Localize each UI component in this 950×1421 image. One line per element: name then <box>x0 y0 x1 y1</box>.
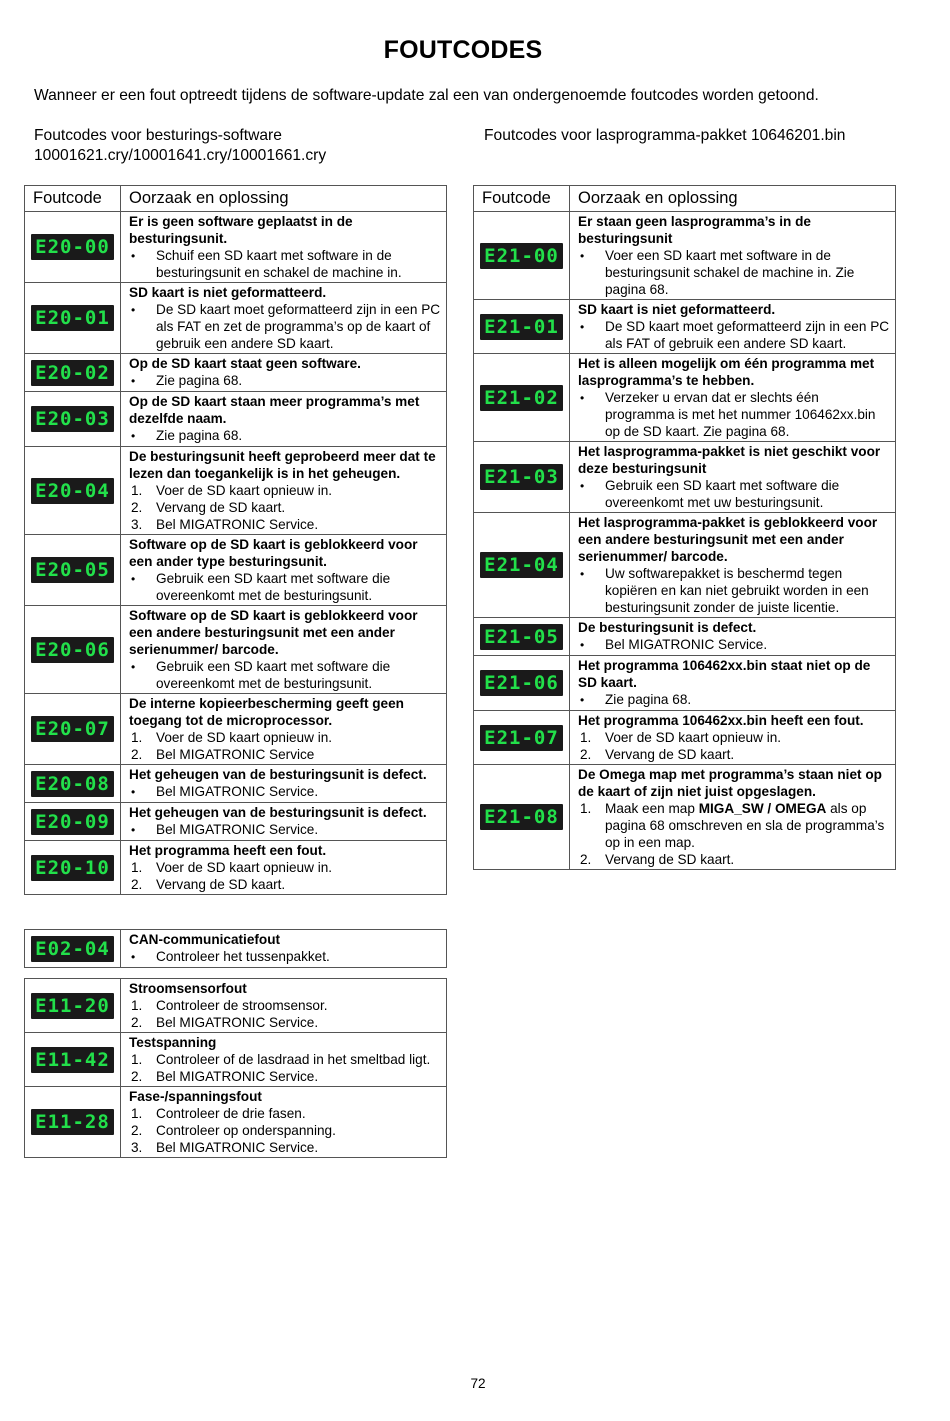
error-code-cell <box>25 979 121 1033</box>
error-code-display: E11-42 <box>31 1047 114 1073</box>
error-row <box>25 283 447 354</box>
solution-text-part: Bel MIGATRONIC Service <box>156 747 315 762</box>
solution-text-part: Controleer de stroomsensor. <box>156 998 328 1013</box>
step-number: 1. <box>131 730 143 745</box>
error-description-cell <box>121 1033 447 1087</box>
bullet-marker <box>129 821 156 839</box>
error-code-display: E21-01 <box>480 314 563 340</box>
solution-text-part: Bel MIGATRONIC Service. <box>605 637 768 652</box>
bullet-marker <box>578 477 605 511</box>
error-code-table-power <box>24 978 447 1158</box>
error-description-cell <box>570 711 896 765</box>
left-heading-line1: Foutcodes voor besturings-software <box>34 127 282 144</box>
error-row <box>25 354 447 392</box>
step-number: 2. <box>131 877 143 892</box>
error-code-display: E11-20 <box>31 993 114 1019</box>
error-row <box>25 212 447 283</box>
solution-step <box>578 389 891 440</box>
page-number: 72 <box>470 1376 486 1391</box>
solution-step <box>578 746 891 763</box>
solution-text <box>156 997 442 1014</box>
solution-text-part: Bel MIGATRONIC Service. <box>156 784 319 799</box>
error-cause: Software op de SD kaart is geblokkeerd voor een andere besturingsunit met een ander serienummer/ barcode. <box>129 608 418 657</box>
page-title: FOUTCODES <box>383 36 543 64</box>
solution-text-part: Voer de SD kaart opnieuw in. <box>156 860 333 875</box>
error-cause: Het programma 106462xx.bin heeft een fout. <box>578 713 864 728</box>
error-code-display: E21-02 <box>480 385 563 411</box>
error-cause: Het programma heeft een fout. <box>129 843 327 858</box>
error-description-cell <box>121 694 447 765</box>
error-row <box>25 1087 447 1158</box>
solution-text <box>156 821 442 839</box>
solution-text <box>156 1122 442 1139</box>
error-code-table-can <box>24 929 447 968</box>
solution-text <box>156 1051 442 1068</box>
error-code-cell <box>474 711 570 765</box>
bullet-marker <box>129 783 156 801</box>
error-cause: Het lasprogramma-pakket is niet geschikt voor deze besturingsunit <box>578 444 881 476</box>
solution-text <box>156 729 442 746</box>
solution-text-part: Voer de SD kaart opnieuw in. <box>156 730 333 745</box>
bullet-marker <box>129 372 156 390</box>
solution-step <box>129 1014 442 1031</box>
error-description-cell <box>121 535 447 606</box>
solution-text <box>605 318 891 352</box>
error-row <box>25 803 447 841</box>
solution-text-part: Voer de SD kaart opnieuw in. <box>605 730 782 745</box>
error-cause: De besturingsunit heeft geprobeerd meer dat te lezen dan toegankelijk is in het geheugen. <box>129 449 436 481</box>
solution-step <box>578 800 891 851</box>
solution-step <box>578 636 891 654</box>
error-description-cell <box>570 442 896 513</box>
solution-text <box>605 746 891 763</box>
error-description-cell <box>121 212 447 283</box>
solution-step <box>578 729 891 746</box>
solution-step <box>129 247 442 281</box>
solution-step <box>129 1051 442 1068</box>
solution-text-part: Gebruik een SD kaart met software die overeenkomt met de besturingsunit. <box>156 659 391 691</box>
solution-text <box>156 1139 442 1156</box>
right-heading: Foutcodes voor lasprogramma-pakket 10646201.bin <box>484 127 846 144</box>
bullet-marker <box>578 691 605 709</box>
step-number: 2. <box>131 1069 143 1084</box>
error-code-cell <box>25 694 121 765</box>
col-header-code: Foutcode <box>25 186 121 212</box>
error-row <box>474 618 896 656</box>
error-row <box>25 535 447 606</box>
solution-text <box>605 851 891 868</box>
error-row <box>474 711 896 765</box>
solution-step <box>129 821 442 839</box>
error-cause: SD kaart is niet geformatteerd. <box>578 302 776 317</box>
error-description-cell <box>121 1087 447 1158</box>
solution-step <box>578 247 891 298</box>
error-code-cell <box>474 442 570 513</box>
error-code-display: E21-07 <box>480 725 563 751</box>
solution-text-part: Vervang de SD kaart. <box>605 852 735 867</box>
step-number: 1. <box>131 483 143 498</box>
solution-text <box>605 477 891 511</box>
solution-text <box>156 1068 442 1085</box>
solution-text-part: Maak een map <box>605 801 699 816</box>
error-code-cell <box>25 803 121 841</box>
error-code-display: E20-10 <box>31 855 114 881</box>
error-row <box>474 513 896 618</box>
error-row <box>25 1033 447 1087</box>
error-cause: Het lasprogramma-pakket is geblokkeerd voor een andere besturingsunit met een ander serienummer/ barcode. <box>578 515 878 564</box>
solution-step <box>578 851 891 868</box>
error-cause: Het geheugen van de besturingsunit is defect. <box>129 805 427 820</box>
solution-text-part: Gebruik een SD kaart met software die overeenkomt met uw besturingsunit. <box>605 478 840 510</box>
step-number: 1. <box>580 730 592 745</box>
solution-text-part: Verzeker u ervan dat er slechts één programma is met het nummer 106462xx.bin op de SD kaart. Zie pagina 68. <box>605 390 876 439</box>
solution-text <box>156 570 442 604</box>
error-cause: Er staan geen lasprogramma’s in de besturingsunit <box>578 214 811 246</box>
error-cause: SD kaart is niet geformatteerd. <box>129 285 327 300</box>
bullet-marker <box>578 247 605 298</box>
solution-text-part: Controleer of de lasdraad in het smeltbad ligt. <box>156 1052 431 1067</box>
solution-step <box>129 516 442 533</box>
solution-text-part: Controleer het tussenpakket. <box>156 949 330 964</box>
error-description-cell <box>570 300 896 354</box>
error-code-display: E20-09 <box>31 809 114 835</box>
error-code-cell <box>474 656 570 711</box>
step-number: 2. <box>580 852 592 867</box>
solution-bold-part: MIGA_SW / OMEGA <box>698 801 827 816</box>
bullet-marker <box>578 389 605 440</box>
solution-text-part: Zie pagina 68. <box>605 692 692 707</box>
solution-text-part: Vervang de SD kaart. <box>605 747 735 762</box>
step-number: 1. <box>580 801 592 816</box>
error-code-display: E20-07 <box>31 716 114 742</box>
solution-text <box>156 516 442 533</box>
error-code-cell <box>474 618 570 656</box>
error-code-display: E11-28 <box>31 1109 114 1135</box>
solution-text <box>156 783 442 801</box>
solution-step <box>129 859 442 876</box>
solution-text <box>156 499 442 516</box>
error-cause: Testspanning <box>129 1035 217 1050</box>
left-heading-line2: 10001621.cry/10001641.cry/10001661.cry <box>34 147 327 164</box>
error-code-cell <box>25 283 121 354</box>
solution-text <box>605 800 891 851</box>
solution-step <box>129 1122 442 1139</box>
error-cause: Software op de SD kaart is geblokkeerd voor een ander type besturingsunit. <box>129 537 418 569</box>
error-code-cell <box>25 841 121 895</box>
solution-text <box>605 389 891 440</box>
solution-text-part: Voer een SD kaart met software in de besturingsunit schakel de machine in. Zie pagina 68. <box>605 248 855 297</box>
step-number: 2. <box>131 1123 143 1138</box>
error-description-cell <box>121 930 447 968</box>
solution-step <box>129 499 442 516</box>
error-cause: Fase-/spanningsfout <box>129 1089 262 1104</box>
col-header-desc: Oorzaak en oplossing <box>121 186 447 212</box>
solution-text <box>156 658 442 692</box>
error-cause: Stroomsensorfout <box>129 981 247 996</box>
bullet-marker <box>129 427 156 445</box>
error-code-cell <box>25 392 121 447</box>
solution-text <box>156 301 442 352</box>
error-row <box>474 656 896 711</box>
error-code-cell <box>25 447 121 535</box>
solution-text-part: De SD kaart moet geformatteerd zijn in een PC als FAT of gebruik een andere SD kaart. <box>605 319 890 351</box>
error-row <box>474 765 896 870</box>
error-code-cell <box>25 1087 121 1158</box>
solution-step <box>129 729 442 746</box>
solution-step <box>129 570 442 604</box>
solution-text <box>605 636 891 654</box>
error-code-display: E20-00 <box>31 234 114 260</box>
bullet-marker <box>578 565 605 616</box>
error-row <box>474 354 896 442</box>
solution-step <box>578 477 891 511</box>
error-code-table-programs <box>473 185 896 870</box>
error-description-cell <box>570 354 896 442</box>
error-description-cell <box>121 447 447 535</box>
solution-text-part: Uw softwarepakket is beschermd tegen kopiëren en kan niet gebruikt worden in een besturingsunit zonder de juiste licentie. <box>605 566 869 615</box>
error-description-cell <box>121 803 447 841</box>
solution-text-part: Schuif een SD kaart met software in de besturingsunit en schakel de machine in. <box>156 248 402 280</box>
solution-text <box>156 482 442 499</box>
error-description-cell <box>570 212 896 300</box>
bullet-marker <box>129 570 156 604</box>
error-description-cell <box>121 283 447 354</box>
error-row <box>474 300 896 354</box>
solution-text-part: Bel MIGATRONIC Service. <box>156 1015 319 1030</box>
step-number: 2. <box>131 500 143 515</box>
solution-text <box>156 1014 442 1031</box>
error-cause: CAN-communicatiefout <box>129 932 281 947</box>
error-row <box>25 694 447 765</box>
bullet-marker <box>129 658 156 692</box>
error-description-cell <box>121 392 447 447</box>
error-code-display: E20-08 <box>31 771 114 797</box>
error-code-display: E21-04 <box>480 552 563 578</box>
solution-text-part: Controleer de drie fasen. <box>156 1106 306 1121</box>
error-description-cell <box>121 765 447 803</box>
error-code-display: E21-05 <box>480 624 563 650</box>
solution-text <box>156 859 442 876</box>
error-description-cell <box>570 656 896 711</box>
error-row <box>25 979 447 1033</box>
solution-text-part: Zie pagina 68. <box>156 428 243 443</box>
bullet-marker <box>129 301 156 352</box>
solution-step <box>578 565 891 616</box>
error-cause: De interne kopieerbescherming geeft geen toegang tot de microprocessor. <box>129 696 404 728</box>
error-code-cell <box>474 354 570 442</box>
error-code-display: E02-04 <box>31 936 114 962</box>
error-code-cell <box>25 930 121 968</box>
solution-text <box>605 247 891 298</box>
error-description-cell <box>121 979 447 1033</box>
error-description-cell <box>121 841 447 895</box>
error-code-display: E20-01 <box>31 305 114 331</box>
solution-step <box>129 997 442 1014</box>
solution-text-part: Bel MIGATRONIC Service. <box>156 517 319 532</box>
solution-text <box>605 729 891 746</box>
solution-step <box>578 691 891 709</box>
solution-text <box>156 948 442 966</box>
error-code-display: E20-03 <box>31 406 114 432</box>
solution-text <box>605 565 891 616</box>
step-number: 1. <box>131 1052 143 1067</box>
error-row <box>25 447 447 535</box>
error-cause: Op de SD kaart staat geen software. <box>129 356 361 371</box>
solution-text <box>156 427 442 445</box>
error-cause: Er is geen software geplaatst in de besturingsunit. <box>129 214 353 246</box>
solution-text-part: als op pagina 68 omschreven en sla de programma’s op in een map. <box>605 801 885 850</box>
solution-step <box>129 658 442 692</box>
error-code-display: E21-03 <box>480 464 563 490</box>
error-code-display: E21-06 <box>480 670 563 696</box>
error-code-display: E21-00 <box>480 243 563 269</box>
error-cause: Op de SD kaart staan meer programma’s met dezelfde naam. <box>129 394 420 426</box>
solution-step <box>129 427 442 445</box>
solution-text-part: Bel MIGATRONIC Service. <box>156 1069 319 1084</box>
solution-step <box>578 318 891 352</box>
error-row <box>474 212 896 300</box>
error-code-display: E20-05 <box>31 557 114 583</box>
solution-text <box>605 691 891 709</box>
error-code-cell <box>474 212 570 300</box>
error-cause: Het is alleen mogelijk om één programma met lasprogramma’s te hebben. <box>578 356 875 388</box>
error-description-cell <box>570 765 896 870</box>
left-heading <box>34 126 454 166</box>
solution-text-part: Zie pagina 68. <box>156 373 243 388</box>
bullet-marker <box>129 247 156 281</box>
error-row <box>25 841 447 895</box>
bullet-marker <box>578 636 605 654</box>
error-description-cell <box>121 606 447 694</box>
error-cause: Het programma 106462xx.bin staat niet op de SD kaart. <box>578 658 871 690</box>
col-header-code: Foutcode <box>474 186 570 212</box>
solution-step <box>129 1105 442 1122</box>
error-code-cell <box>25 606 121 694</box>
error-code-cell <box>25 212 121 283</box>
error-code-cell <box>25 1033 121 1087</box>
error-code-cell <box>474 300 570 354</box>
solution-text-part: De SD kaart moet geformatteerd zijn in een PC als FAT en zet de programma’s op de kaart of gebruik een andere SD kaart. <box>156 302 441 351</box>
solution-text <box>156 247 442 281</box>
error-code-display: E21-08 <box>480 804 563 830</box>
error-code-display: E20-06 <box>31 637 114 663</box>
solution-text-part: Voer de SD kaart opnieuw in. <box>156 483 333 498</box>
error-code-cell <box>25 765 121 803</box>
solution-text <box>156 372 442 390</box>
error-code-cell <box>474 765 570 870</box>
error-description-cell <box>570 618 896 656</box>
solution-step <box>129 746 442 763</box>
solution-text-part: Vervang de SD kaart. <box>156 500 286 515</box>
solution-text-part: Vervang de SD kaart. <box>156 877 286 892</box>
step-number: 3. <box>131 1140 143 1155</box>
bullet-marker <box>578 318 605 352</box>
step-number: 2. <box>580 747 592 762</box>
solution-text-part: Controleer op onderspanning. <box>156 1123 336 1138</box>
solution-step <box>129 482 442 499</box>
error-cause: Het geheugen van de besturingsunit is defect. <box>129 767 427 782</box>
solution-text-part: Bel MIGATRONIC Service. <box>156 1140 319 1155</box>
error-description-cell <box>570 513 896 618</box>
solution-step <box>129 1068 442 1085</box>
error-description-cell <box>121 354 447 392</box>
step-number: 1. <box>131 860 143 875</box>
bullet-marker <box>129 948 156 966</box>
step-number: 2. <box>131 1015 143 1030</box>
step-number: 2. <box>131 747 143 762</box>
error-row <box>474 442 896 513</box>
solution-text <box>156 746 442 763</box>
error-cause: De Omega map met programma’s staan niet op de kaart of zijn niet juist opgeslagen. <box>578 767 882 799</box>
error-code-display: E20-02 <box>31 360 114 386</box>
error-row <box>25 606 447 694</box>
solution-step <box>129 876 442 893</box>
error-code-table-control <box>24 185 447 895</box>
error-row <box>25 930 447 968</box>
step-number: 1. <box>131 998 143 1013</box>
solution-text-part: Gebruik een SD kaart met software die overeenkomt met de besturingsunit. <box>156 571 391 603</box>
solution-step <box>129 372 442 390</box>
solution-step <box>129 301 442 352</box>
intro-text: Wanneer er een fout optreedt tijdens de software-update zal een van ondergenoemde foutcodes worden getoond. <box>34 87 819 104</box>
error-code-cell <box>25 354 121 392</box>
col-header-desc: Oorzaak en oplossing <box>570 186 896 212</box>
solution-step <box>129 783 442 801</box>
step-number: 3. <box>131 517 143 532</box>
solution-step <box>129 948 442 966</box>
error-code-cell <box>25 535 121 606</box>
solution-text <box>156 876 442 893</box>
step-number: 1. <box>131 1106 143 1121</box>
solution-step <box>129 1139 442 1156</box>
error-row <box>25 765 447 803</box>
error-row <box>25 392 447 447</box>
error-cause: De besturingsunit is defect. <box>578 620 757 635</box>
error-code-display: E20-04 <box>31 478 114 504</box>
solution-text-part: Bel MIGATRONIC Service. <box>156 822 319 837</box>
error-code-cell <box>474 513 570 618</box>
solution-text <box>156 1105 442 1122</box>
